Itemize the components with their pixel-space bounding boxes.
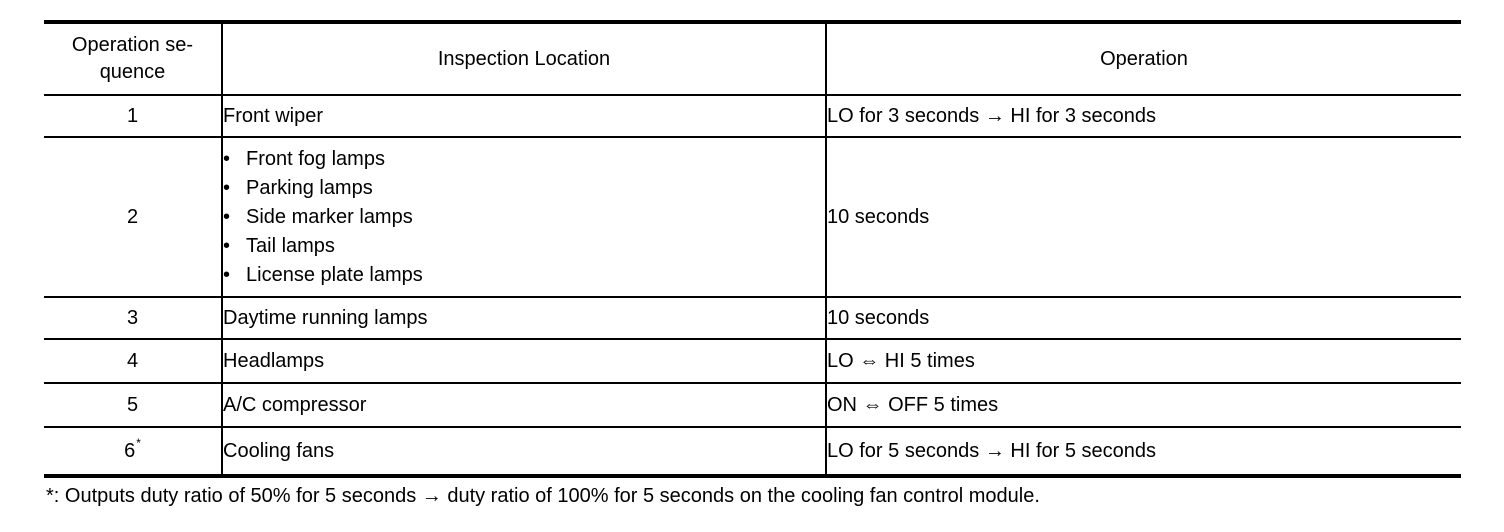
table-row [44, 297, 1461, 339]
location-cell [222, 137, 826, 297]
table-row [44, 427, 1461, 476]
sequence-cell [44, 427, 222, 476]
header-inspection-location: Inspection Location [222, 22, 826, 95]
operation-cell: LO for 5 seconds → HI for 5 seconds [826, 427, 1461, 476]
list-item: • Tail lamps [223, 232, 825, 261]
operation-cell: 10 seconds [826, 297, 1461, 339]
operation-cell: 10 seconds [826, 137, 1461, 297]
location-cell: Headlamps [222, 339, 826, 383]
header-operation-sequence: Operation se- quence [44, 22, 222, 95]
table-row [44, 95, 1461, 137]
operation-sequence-table [44, 20, 1461, 478]
sequence-cell: 4 [44, 339, 222, 383]
operation-cell: ON ⇔ OFF 5 times [826, 383, 1461, 427]
sequence-cell: 5 [44, 383, 222, 427]
sequence-cell: 1 [44, 95, 222, 137]
location-cell: Front wiper [222, 95, 826, 137]
table-row [44, 137, 1461, 297]
list-item: • Side marker lamps [223, 203, 825, 232]
table-row [44, 383, 1461, 427]
list-item: • Front fog lamps [223, 145, 825, 174]
table-header-row [44, 22, 1461, 95]
table-row [44, 339, 1461, 383]
list-item: • Parking lamps [223, 174, 825, 203]
sequence-number: 6 [124, 439, 136, 462]
location-cell: Daytime running lamps [222, 297, 826, 339]
table-footnote: *: Outputs duty ratio of 50% for 5 seconds → duty ratio of 100% for 5 seconds on the cooling fan control module. [46, 485, 1040, 507]
list-item: • License plate lamps [223, 261, 825, 290]
operation-cell: LO for 3 seconds → HI for 3 seconds [826, 95, 1461, 137]
header-operation: Operation [826, 22, 1461, 95]
location-cell: A/C compressor [222, 383, 826, 427]
location-cell: Cooling fans [222, 427, 826, 476]
sequence-cell: 3 [44, 297, 222, 339]
sequence-cell: 2 [44, 137, 222, 297]
operation-cell: LO ⇔ HI 5 times [826, 339, 1461, 383]
location-list [223, 145, 825, 290]
footnote-marker: * [136, 435, 141, 450]
